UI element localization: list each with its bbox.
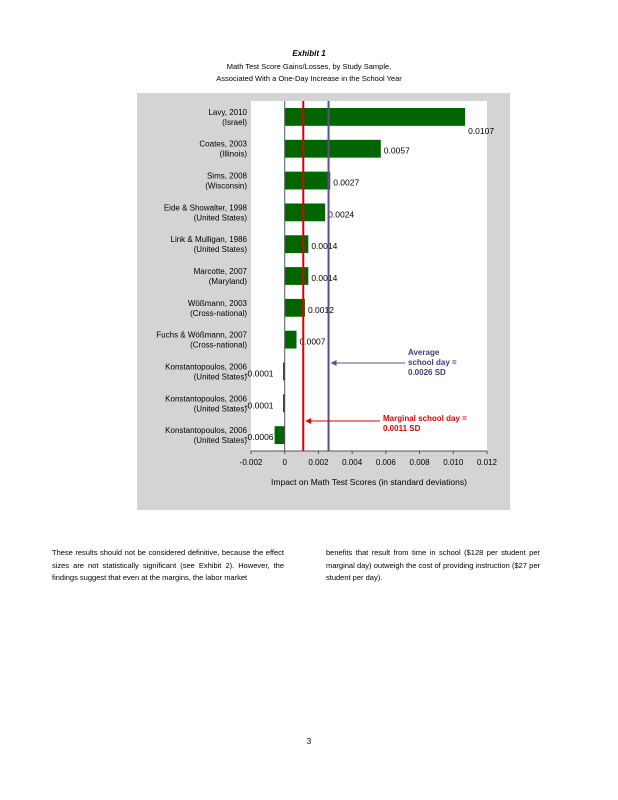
category-label: Konstantopoulos, 2006 <box>165 362 247 372</box>
x-tick-label: -0.002 <box>239 458 263 467</box>
value-label: 0.0007 <box>299 336 326 347</box>
category-label: Sims, 2008 <box>206 171 247 181</box>
value-label: 0.0014 <box>311 241 338 252</box>
category-label: Lavy, 2010 <box>208 107 247 117</box>
x-tick-label: 0.008 <box>409 458 430 467</box>
category-label-sub: (Maryland) <box>208 277 247 286</box>
body-text-left: These results should not be considered definitive, because the effect sizes are not statistically significant (see Exhibit 2). However, the findings suggest that even at the margins, the labor market <box>52 548 284 583</box>
category-label-sub: (United States) <box>193 436 247 446</box>
category-label: Link & Mulligan, 1986 <box>170 235 247 245</box>
average-annotation: school day = <box>408 358 457 367</box>
category-label-sub: (Cross-national) <box>190 308 247 318</box>
average-annotation: 0.0026 SD <box>408 368 446 377</box>
average-annotation: Average <box>408 348 440 357</box>
exhibit-title: Exhibit 1 <box>292 49 326 58</box>
value-label: -0.0001 <box>244 400 274 411</box>
marginal-annotation: 0.0011 SD <box>383 424 421 433</box>
exhibit-subtitle-line1: Math Test Score Gains/Losses, by Study Sample, <box>226 62 392 71</box>
category-label-sub: (United States) <box>193 245 247 255</box>
value-label: 0.0014 <box>311 273 338 283</box>
x-tick-label: 0.004 <box>342 458 363 467</box>
value-label: 0.0024 <box>328 209 355 220</box>
category-label: Marcotte, 2007 <box>193 267 247 276</box>
bar <box>285 299 305 317</box>
value-label: -0.0006 <box>244 432 274 443</box>
category-label-sub: (Israel) <box>222 117 247 127</box>
page-number: 3 <box>306 737 312 746</box>
x-axis-title: Impact on Math Test Scores (in standard deviations) <box>271 477 467 487</box>
value-label: 0.0027 <box>333 177 360 188</box>
bar <box>285 235 309 253</box>
bar <box>285 331 297 349</box>
x-tick-label: 0 <box>282 458 287 467</box>
bar <box>285 203 325 221</box>
bar <box>285 140 381 158</box>
category-label-sub: (United States) <box>193 213 247 223</box>
category-label-sub: (United States) <box>193 372 247 382</box>
body-text-right: benefits that result from time in school ($128 per student per marginal day) outweigh the cost of providing instruction ($27 per student per day). <box>326 548 540 583</box>
category-label-sub: (Wisconsin) <box>205 181 247 191</box>
category-label: Coates, 2003 <box>199 139 247 149</box>
x-tick-label: 0.002 <box>308 458 329 467</box>
category-label: Wößmann, 2003 <box>187 298 247 308</box>
chart-panel <box>137 93 510 510</box>
x-tick-label: 0.006 <box>375 458 396 467</box>
exhibit-subtitle-line2: Associated With a One-Day Increase in the School Year <box>216 74 402 83</box>
bar <box>285 108 465 126</box>
category-label-sub: (United States) <box>193 404 247 414</box>
value-label: 0.0012 <box>307 304 334 315</box>
x-tick-label: 0.010 <box>443 458 464 467</box>
value-label: -0.0001 <box>244 368 274 379</box>
value-label: 0.0057 <box>383 145 410 156</box>
category-label: Eide & Showalter, 1998 <box>163 203 247 213</box>
category-label: Fuchs & Wößmann, 2007 <box>156 330 247 340</box>
bar-chart <box>137 93 510 510</box>
category-label-sub: (Illinois) <box>219 149 247 159</box>
marginal-annotation: Marginal school day = <box>383 414 467 423</box>
bar <box>285 172 331 190</box>
bar <box>285 267 309 285</box>
category-label: Konstantopoulos, 2006 <box>165 426 247 436</box>
category-label-sub: (Cross-national) <box>190 340 247 350</box>
x-tick-label: 0.012 <box>476 458 498 467</box>
bar <box>275 426 285 444</box>
category-label: Konstantopoulos, 2006 <box>165 394 247 404</box>
value-label: 0.0107 <box>468 125 495 136</box>
